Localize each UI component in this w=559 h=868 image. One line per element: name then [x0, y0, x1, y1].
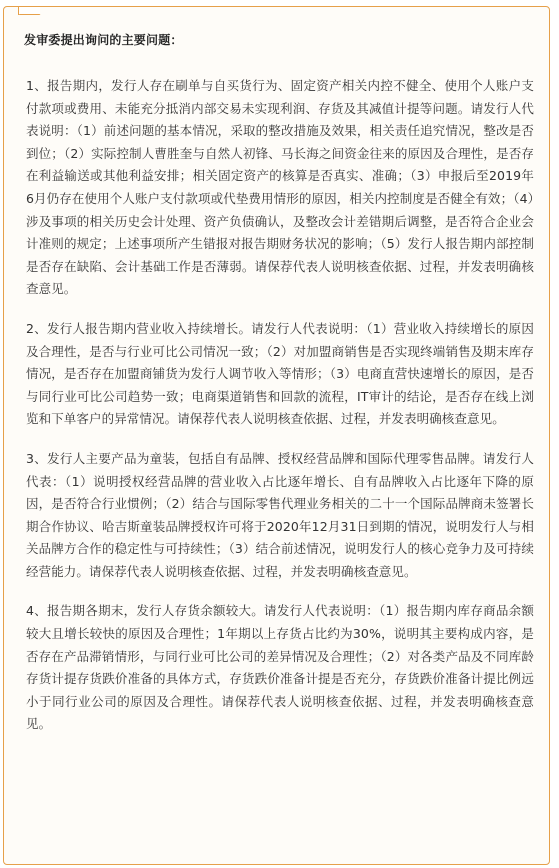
question-paragraph-3: 3、发行人主要产品为童装，包括自有品牌、授权经营品牌和国际代理零售品牌。请发行人代表：（1）说明授权经营品牌的营业收入占比逐年增长、自有品牌收入占比逐年下降的原因，是否符合行业惯例；（2）结合与国际零售代理业务相关的二十一个国际品牌商未签署长期合作协议、哈吉斯童装品牌授权许可将于2020年12月31日到期的情况，说明发行人与相关品牌方合作的稳定性与可持续性；（3）结合前述情况，说明发行人的核心竞争力及可持续经营能力。请保荐代表人说明核查依据、过程，并发表明确核查意见。	[26, 450, 534, 579]
question-paragraph-1: 1、报告期内，发行人存在刷单与自买货行为、固定资产相关内控不健全、使用个人账户支付款项或费用、未能充分抵消内部交易未实现利润、存货及其减值计提等问题。请发行人代表说明：（1）前述问题的基本情况，采取的整改措施及效果，相关责任追究情况，整改是否到位；（2）实际控制人曹胜奎与自然人初锋、马长海之间资金往来的原因及合理性，是否存在利益输送或其他利益安排；相关固定资产的核算是否真实、准确；（3）申报后至2019年6月仍存在使用个人账户支付款项或代垫费用情形的原因，相关内控制度是否健全有效；（4）涉及事项的相关历史会计处理、资产负债确认，及整改会计差错期后调整，是否符合企业会计准则的规定；上述事项所产生错报对报告期财务状况的影响；（5）发行人报告期内部控制是否存在缺陷、会计基础工作是否薄弱。请保荐代表人说明核查依据、过程，并发表明确核查意见。	[26, 78, 534, 297]
question-paragraph-2: 2、发行人报告期内营业收入持续增长。请发行人代表说明：（1）营业收入持续增长的原因及合理性，是否与行业可比公司情况一致；（2）对加盟商销售是否实现终端销售及期末库存情况，是否存在加盟商铺货为发行人调节收入等情形；（3）电商直营快速增长的原因，是否与同行业可比公司趋势一致；电商渠道销售和回款的流程，IT审计的结论，是否存在线上浏览和下单客户的异常情况。请保荐代表人说明核查依据、过程，并发表明确核查意见。	[26, 320, 534, 427]
card-corner-tab	[18, 6, 40, 15]
question-paragraph-4: 4、报告期各期末，发行人存货余额较大。请发行人代表说明：（1）报告期内库存商品余额较大且增长较快的原因及合理性；1年期以上存货占比约为30%，说明其主要构成内容，是否存在产品滞销情形，与同行业可比公司的差异情况及合理性；（2）对各类产品及不同库龄存货计提存货跌价准备的具体方式，存货跌价准备计提是否充分，存货跌价准备计提比例远小于同行业公司的原因及合理性。请保荐代表人说明核查依据、过程，并发表明确核查意见。	[26, 603, 534, 732]
section-heading: 发审委提出询问的主要问题：	[24, 33, 183, 47]
question-list	[26, 75, 534, 753]
document-card	[3, 6, 550, 865]
